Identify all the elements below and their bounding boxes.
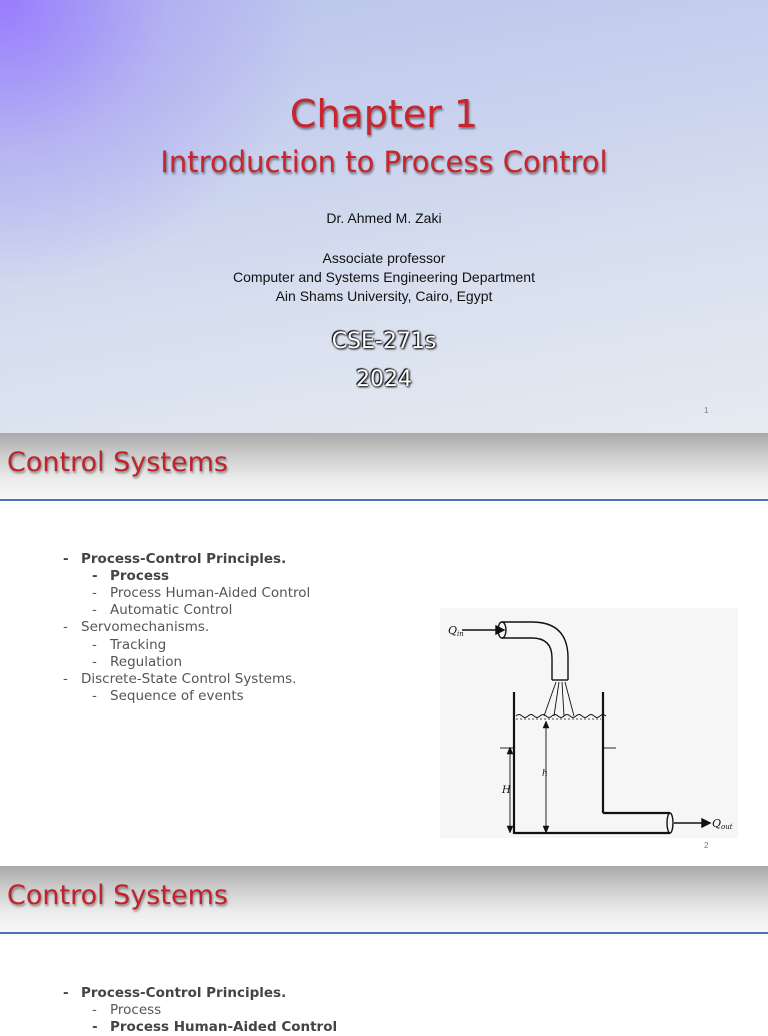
list-item: - Process-Control Principles. [63,551,287,567]
list-item: - Automatic Control [92,602,233,618]
author-university: Ain Shams University, Cairo, Egypt [275,288,493,304]
slide-header [0,866,768,934]
list-item: - Process [92,1002,162,1018]
list-item: - Regulation [92,654,183,670]
list-item: - Discrete-State Control Systems. [63,671,297,687]
list-item: - Process Human-Aided Control [92,1019,338,1035]
list-item: - Process-Control Principles. [63,985,287,1001]
author-name: Dr. Ahmed M. Zaki [326,210,442,226]
list-item: - Process [92,568,170,584]
slide-header [0,433,768,501]
h-small-label: h [542,769,548,779]
tank-diagram-drawing [440,608,738,838]
course-code: CSE-271s [331,329,437,354]
slide-title: Control Systems [7,880,228,911]
content-slide [0,433,768,866]
author-position: Associate professor [322,250,446,266]
list-item: - Process Human-Aided Control [92,585,311,601]
inflow-arrowhead [496,626,504,634]
slide-title: Control Systems [7,447,228,478]
q-out-label: Qout [712,817,733,831]
author-department: Computer and Systems Engineering Department [233,269,535,285]
list-item: - Tracking [92,637,167,653]
h-big-label: H [502,785,511,796]
q-in-label: Qin [448,624,464,638]
chapter-subtitle: Introduction to Process Control [160,145,608,179]
list-item: - Sequence of events [92,688,244,704]
content-slide [0,866,768,1035]
chapter-title: Chapter 1 [289,92,479,136]
page-number: 2 [704,841,709,850]
title-slide [0,0,768,433]
page-number: 1 [704,406,709,415]
course-year: 2024 [356,367,412,392]
tank-diagram [440,608,738,838]
list-item: - Servomechanisms. [63,619,210,635]
outflow-arrowhead [702,819,710,827]
